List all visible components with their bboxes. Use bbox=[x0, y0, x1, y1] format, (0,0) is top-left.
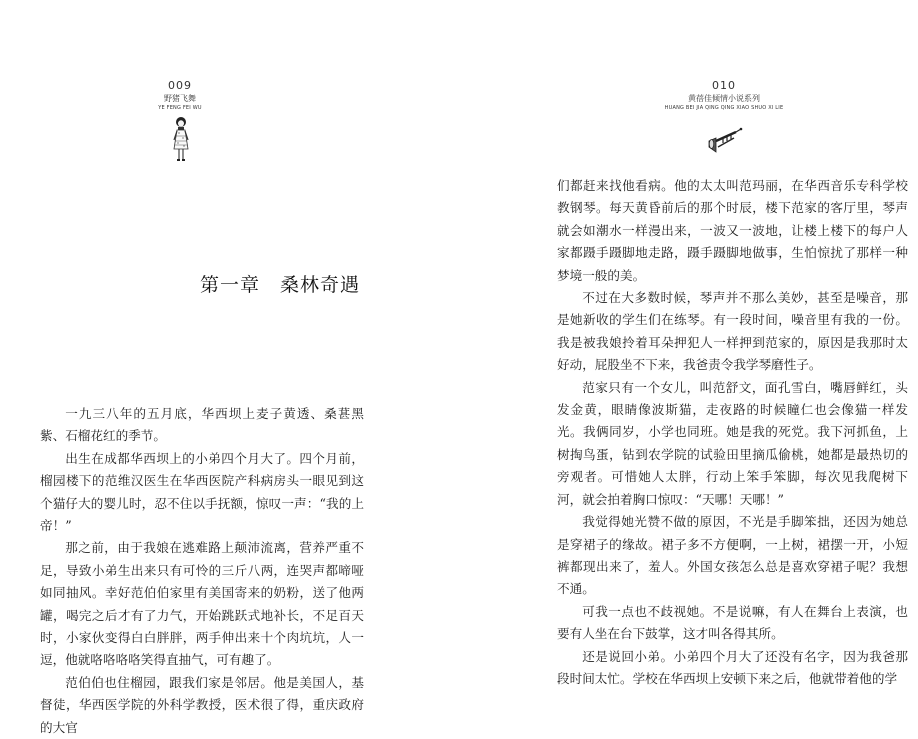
paragraph: 不过在大多数时候，琴声并不那么美妙，甚至是噪音，那是她新收的学生们在练琴。有一段时间，噪音里有我的一份。我是被我娘拎着耳朵押犯人一样押到范家的，原因是我那时太好动，屁股坐不下来，我爸责令我学琴磨性子。 bbox=[557, 290, 908, 373]
paragraph: 我觉得她光赞不做的原因，不光是手脚笨拙，还因为她总是穿裙子的缘故。裙子多不方便啊，一上树，裙摆一开，小短裤都现出来了，羞人。外国女孩怎么总是喜欢穿裙子呢？我想不通。 bbox=[557, 514, 908, 597]
girl-in-dress-illustration bbox=[169, 116, 193, 164]
running-title-pinyin: YE FENG FEI WU bbox=[158, 105, 202, 111]
paragraph: 们都赶来找他看病。他的太太叫范玛丽，在华西音乐专科学校教钢琴。每天黄昏前后的那个时辰，楼下范家的客厅里，琴声就会如潮水一样漫出来，一波又一波地，让楼上楼下的每户人家都蹑手蹑脚地走路，蹑手蹑脚地做事，生怕惊扰了那样一种梦境一般的美。 bbox=[557, 178, 908, 283]
page-number: 010 bbox=[712, 79, 736, 92]
left-page bbox=[0, 0, 459, 735]
page-number: 009 bbox=[168, 79, 192, 92]
running-title-pinyin: HUANG BEI JIA QING QING XIAO SHUO XI LIE bbox=[664, 105, 784, 111]
body-text bbox=[557, 175, 908, 690]
page-header bbox=[140, 79, 220, 112]
right-page bbox=[459, 0, 918, 710]
paragraph: 一九三八年的五月底，华西坝上麦子黄透、桑葚黑紫、石榴花红的季节。 bbox=[40, 406, 364, 444]
page-header bbox=[654, 79, 794, 112]
trumpet-illustration bbox=[707, 124, 743, 154]
chapter-heading: 第一章 桑林奇遇 bbox=[199, 274, 360, 296]
paragraph: 那之前，由于我娘在逃难路上颠沛流离，营养严重不足，导致小弟生出来只有可怜的三斤八两，连哭声都啼哑如同抽风。幸好范伯伯家里有美国寄来的奶粉，送了他两罐，喝完之后才有了力气，开始跳跃式地补长，不足百天时，小家伙变得白白胖胖，两手伸出来十个肉坑坑，人一逗，他就咯咯咯咯笑得直抽气，可有趣了。 bbox=[40, 540, 364, 668]
paragraph: 还是说回小弟。小弟四个月大了还没有名字，因为我爸那段时间太忙。学校在华西坝上安顿下来之后，他就带着他的学 bbox=[557, 648, 908, 686]
running-title: 野猪飞舞 bbox=[164, 94, 196, 103]
paragraph: 可我一点也不歧视她。不是说嘛，有人在舞台上表演，也要有人坐在台下鼓掌，这才叫各得其所。 bbox=[557, 603, 908, 642]
paragraph: 范伯伯也住榴园，跟我们家是邻居。他是美国人，基督徒，华西医学院的外科学教授，医术很了得，重庆政府的大官 bbox=[40, 674, 364, 735]
paragraph: 范家只有一个女儿，叫范舒文，面孔雪白，嘴唇鲜红，头发金黄，眼睛像波斯猫，走夜路的时候瞳仁也会像猫一样发光。我俩同岁，小学也同班。她是我的死党。我下河抓鱼，上树掏鸟蛋，钻到农学院的试验田里摘瓜偷桃，她都是最热切的旁观者。可惜她人太胖，行动上笨手笨脚，每次见我爬树下河，就会拍着胸口惊叹：“天哪！天哪！” bbox=[557, 379, 908, 507]
paragraph: 出生在成都华西坝上的小弟四个月大了。四个月前，榴园楼下的范维汉医生在华西医院产科病房头一眼见到这个猫仔大的婴儿时，忍不住以手抚额，惊叹一声：“我的上帝！” bbox=[40, 450, 364, 534]
running-title: 黄蓓佳倾情小说系列 bbox=[688, 94, 760, 103]
body-text bbox=[40, 403, 364, 739]
